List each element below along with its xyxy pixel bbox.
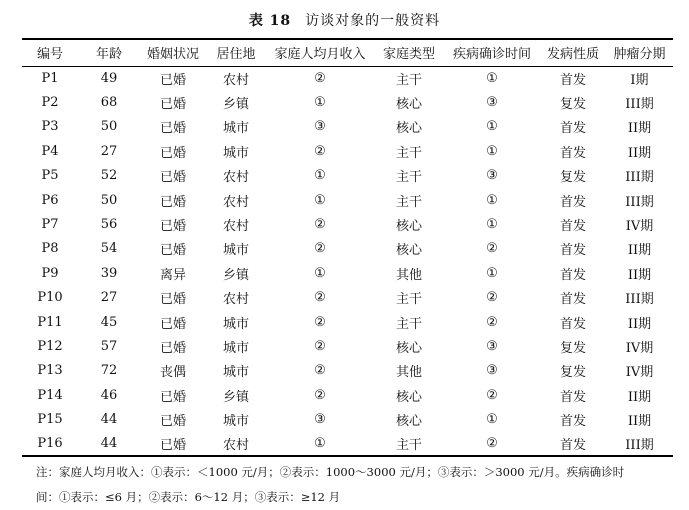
cell-age: 27 xyxy=(100,290,118,306)
cell-marital-status: 已婚 xyxy=(159,414,186,430)
cell-residence: 农村 xyxy=(222,72,249,88)
header-onset-type: 发病性质 xyxy=(540,39,606,66)
cell-income: ② xyxy=(314,70,326,86)
cell-income: ① xyxy=(314,95,326,111)
cell-family-type: 主干 xyxy=(374,432,444,456)
header-residence: 居住地 xyxy=(206,39,266,66)
cell-id: P16 xyxy=(22,432,78,456)
table-row xyxy=(22,432,673,456)
cell-marital-status: 已婚 xyxy=(159,389,186,405)
cell-onset-type: 首发 xyxy=(559,194,586,210)
cell-tumor-stage: II期 xyxy=(627,414,652,430)
cell-age: 52 xyxy=(100,168,118,184)
cell-marital-status: 已婚 xyxy=(140,432,206,456)
cell-id: P14 xyxy=(37,387,63,403)
header-tumor-stage: 肿瘤分期 xyxy=(606,39,673,66)
cell-tumor-stage: II期 xyxy=(627,243,652,259)
cell-income: ② xyxy=(314,363,326,379)
cell-residence: 乡镇 xyxy=(222,389,249,405)
cell-onset-type: 复发 xyxy=(559,97,586,113)
cell-family-type: 核心 xyxy=(395,414,422,430)
cell-diagnosis-time: ② xyxy=(444,432,540,456)
cell-id: P3 xyxy=(41,119,59,135)
cell-diagnosis-time: ③ xyxy=(486,363,498,379)
cell-id: P10 xyxy=(37,290,63,306)
cell-onset-type: 首发 xyxy=(559,292,586,308)
header-diagnosis-time: 疾病确诊时间 xyxy=(444,39,540,66)
cell-family-type: 核心 xyxy=(395,97,422,113)
cell-residence: 农村 xyxy=(222,219,249,235)
cell-income: ① xyxy=(314,265,326,281)
cell-marital-status: 已婚 xyxy=(159,170,186,186)
cell-family-type: 核心 xyxy=(395,340,422,356)
cell-age: 68 xyxy=(100,95,118,111)
cell-income: ③ xyxy=(314,119,326,135)
cell-family-type: 主干 xyxy=(395,72,422,88)
cell-income: ② xyxy=(314,314,326,330)
cell-age: 44 xyxy=(78,432,140,456)
cell-family-type: 核心 xyxy=(395,121,422,137)
cell-diagnosis-time: ③ xyxy=(486,95,498,111)
cell-marital-status: 已婚 xyxy=(159,340,186,356)
table-row xyxy=(22,139,673,163)
cell-family-type: 核心 xyxy=(395,243,422,259)
table-row xyxy=(22,212,673,236)
cell-diagnosis-time: ② xyxy=(486,241,498,257)
cell-residence: 城市 xyxy=(222,414,249,430)
cell-income: ③ xyxy=(314,412,326,428)
table-row xyxy=(22,407,673,431)
cell-marital-status: 丧偶 xyxy=(159,365,186,381)
cell-onset-type: 首发 xyxy=(559,316,586,332)
cell-family-type: 其他 xyxy=(395,267,422,283)
cell-diagnosis-time: ① xyxy=(486,412,498,428)
table-row xyxy=(22,383,673,407)
cell-diagnosis-time: ① xyxy=(486,192,498,208)
cell-family-type: 主干 xyxy=(395,292,422,308)
cell-income: ② xyxy=(314,241,326,257)
cell-marital-status: 已婚 xyxy=(159,145,186,161)
table-row xyxy=(22,90,673,114)
header-row xyxy=(22,39,673,66)
cell-residence: 乡镇 xyxy=(222,267,249,283)
cell-id: P13 xyxy=(37,363,63,379)
cell-residence: 城市 xyxy=(222,243,249,259)
cell-tumor-stage: I期 xyxy=(630,72,649,88)
cell-diagnosis-time: ① xyxy=(486,143,498,159)
cell-id: P9 xyxy=(41,265,59,281)
table-row xyxy=(22,286,673,310)
cell-family-type: 主干 xyxy=(395,145,422,161)
cell-family-type: 主干 xyxy=(395,316,422,332)
cell-age: 72 xyxy=(100,363,118,379)
cell-income: ① xyxy=(266,432,374,456)
cell-onset-type: 首发 xyxy=(559,219,586,235)
cell-marital-status: 已婚 xyxy=(159,219,186,235)
cell-tumor-stage: III期 xyxy=(625,97,654,113)
cell-tumor-stage: III期 xyxy=(625,194,654,210)
table-row xyxy=(22,164,673,188)
table-row xyxy=(22,237,673,261)
cell-id: P8 xyxy=(41,241,59,257)
cell-age: 27 xyxy=(100,143,118,159)
cell-onset-type: 首发 xyxy=(559,243,586,259)
cell-residence: 城市 xyxy=(222,145,249,161)
cell-diagnosis-time: ③ xyxy=(486,168,498,184)
cell-onset-type: 首发 xyxy=(559,267,586,283)
header-income: 家庭人均月收入 xyxy=(266,39,374,66)
cell-marital-status: 已婚 xyxy=(159,121,186,137)
cell-diagnosis-time: ① xyxy=(486,119,498,135)
table-number: 表 18 xyxy=(248,13,292,29)
table-row xyxy=(22,334,673,358)
cell-onset-type: 首发 xyxy=(540,432,606,456)
cell-diagnosis-time: ① xyxy=(486,265,498,281)
cell-marital-status: 已婚 xyxy=(159,316,186,332)
table-row xyxy=(22,261,673,285)
cell-tumor-stage: IV期 xyxy=(625,365,654,381)
cell-id: P6 xyxy=(41,192,59,208)
cell-tumor-stage: III期 xyxy=(625,292,654,308)
cell-age: 49 xyxy=(100,70,118,86)
cell-diagnosis-time: ③ xyxy=(486,338,498,354)
cell-diagnosis-time: ② xyxy=(486,387,498,403)
cell-family-type: 主干 xyxy=(395,194,422,210)
cell-marital-status: 已婚 xyxy=(159,292,186,308)
cell-family-type: 其他 xyxy=(395,365,422,381)
cell-income: ② xyxy=(314,338,326,354)
cell-residence: 乡镇 xyxy=(222,97,249,113)
cell-onset-type: 首发 xyxy=(559,389,586,405)
header-family-type: 家庭类型 xyxy=(374,39,444,66)
cell-age: 54 xyxy=(100,241,118,257)
cell-residence: 农村 xyxy=(222,170,249,186)
cell-age: 44 xyxy=(100,412,118,428)
cell-marital-status: 已婚 xyxy=(159,194,186,210)
cell-onset-type: 首发 xyxy=(559,145,586,161)
cell-id: P12 xyxy=(37,338,63,354)
cell-age: 46 xyxy=(100,387,118,403)
note-line-1: 注：家庭人均月收入：①表示：＜1000 元/月；②表示：1000～3000 元/月；③表示：＞3000 元/月。疾病确诊时 xyxy=(36,465,625,479)
cell-onset-type: 复发 xyxy=(559,340,586,356)
cell-marital-status: 已婚 xyxy=(159,97,186,113)
cell-tumor-stage: II期 xyxy=(627,316,652,332)
cell-tumor-stage: II期 xyxy=(627,267,652,283)
cell-family-type: 核心 xyxy=(395,219,422,235)
cell-income: ① xyxy=(314,168,326,184)
cell-id: P5 xyxy=(41,168,59,184)
cell-onset-type: 复发 xyxy=(559,365,586,381)
cell-marital-status: 离异 xyxy=(159,267,186,283)
cell-residence: 城市 xyxy=(222,365,249,381)
cell-residence: 农村 xyxy=(206,432,266,456)
cell-marital-status: 已婚 xyxy=(159,243,186,259)
cell-id: P1 xyxy=(41,70,59,86)
cell-onset-type: 首发 xyxy=(559,121,586,137)
cell-diagnosis-time: ① xyxy=(486,217,498,233)
cell-residence: 城市 xyxy=(222,121,249,137)
cell-tumor-stage: III期 xyxy=(625,170,654,186)
cell-id: P15 xyxy=(37,412,63,428)
cell-income: ② xyxy=(314,387,326,403)
table-row xyxy=(22,66,673,90)
interview-subjects-table xyxy=(22,38,673,457)
cell-id: P11 xyxy=(37,314,63,330)
cell-diagnosis-time: ① xyxy=(486,70,498,86)
cell-onset-type: 首发 xyxy=(559,414,586,430)
cell-residence: 农村 xyxy=(222,292,249,308)
table-title: 访谈对象的一般资料 xyxy=(305,13,441,29)
cell-income: ② xyxy=(314,290,326,306)
cell-onset-type: 复发 xyxy=(559,170,586,186)
cell-id: P4 xyxy=(41,143,59,159)
table-row xyxy=(22,310,673,334)
cell-tumor-stage: IV期 xyxy=(625,340,654,356)
cell-tumor-stage: II期 xyxy=(627,389,652,405)
cell-income: ② xyxy=(314,217,326,233)
cell-residence: 城市 xyxy=(222,340,249,356)
cell-residence: 农村 xyxy=(222,194,249,210)
cell-id: P2 xyxy=(41,95,59,111)
cell-income: ① xyxy=(314,192,326,208)
cell-residence: 城市 xyxy=(222,316,249,332)
cell-age: 57 xyxy=(100,338,118,354)
table-caption xyxy=(0,10,689,30)
table-row xyxy=(22,115,673,139)
cell-marital-status: 已婚 xyxy=(159,72,186,88)
cell-age: 39 xyxy=(100,265,118,281)
header-id: 编号 xyxy=(22,39,78,66)
table-row xyxy=(22,359,673,383)
cell-income: ② xyxy=(314,143,326,159)
note-line-2: 间：①表示：≤6 月；②表示：6～12 月；③表示：≥12 月 xyxy=(36,490,341,504)
cell-family-type: 主干 xyxy=(395,170,422,186)
table-note xyxy=(36,460,676,510)
cell-age: 50 xyxy=(100,192,118,208)
cell-age: 50 xyxy=(100,119,118,135)
table-row xyxy=(22,188,673,212)
cell-tumor-stage: III期 xyxy=(606,432,673,456)
cell-family-type: 核心 xyxy=(395,389,422,405)
cell-onset-type: 首发 xyxy=(559,72,586,88)
cell-id: P7 xyxy=(41,217,59,233)
cell-tumor-stage: II期 xyxy=(627,121,652,137)
header-marital-status: 婚姻状况 xyxy=(140,39,206,66)
cell-diagnosis-time: ② xyxy=(486,290,498,306)
cell-tumor-stage: II期 xyxy=(627,145,652,161)
cell-age: 56 xyxy=(100,217,118,233)
cell-age: 45 xyxy=(100,314,118,330)
cell-diagnosis-time: ② xyxy=(486,314,498,330)
header-age: 年龄 xyxy=(78,39,140,66)
cell-tumor-stage: IV期 xyxy=(625,219,654,235)
